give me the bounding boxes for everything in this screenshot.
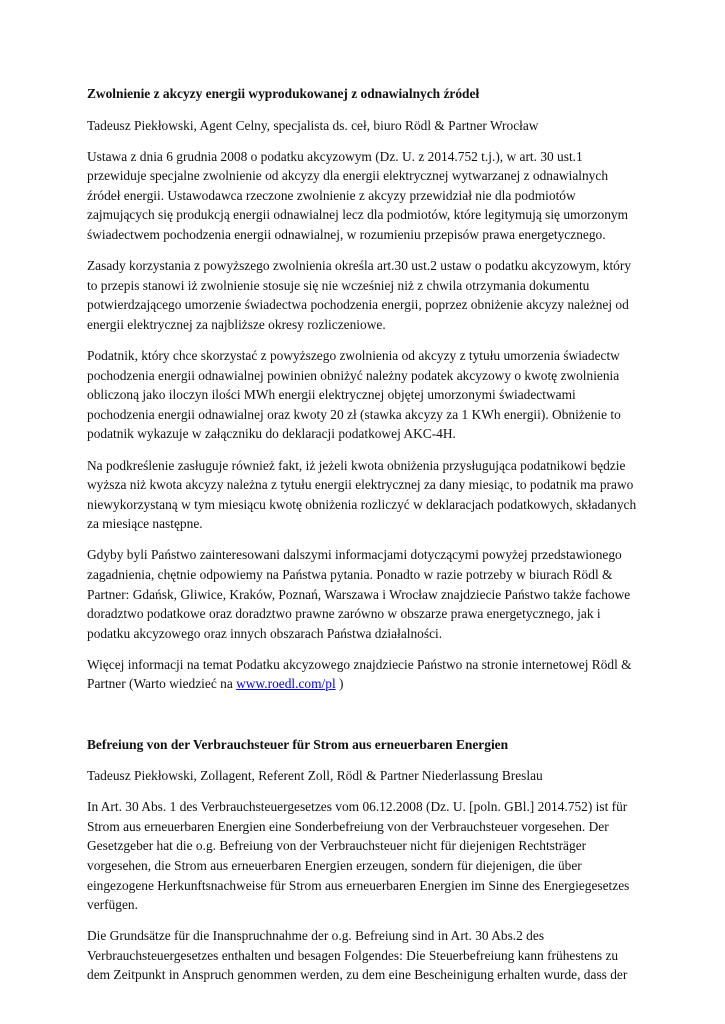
polish-paragraph-3: Podatnik, który chce skorzystać z powyższego zwolnienia od akcyzy z tytułu umorzenia świadectw pochodzenia energii odnawialnej powinien obniżyć należny podatek akcyzowy o kwotę zwolnienia obliczoną jako iloczyn ilości MWh energii elektrycznej objętej umorzonymi świadectwami pochodzenia energii odnawialnej oraz kwoty 20 zł (stawka akcyzy za 1 KWh energii). Obniżenie to podatnik wykazuje w załączniku do deklaracji podatkowej AKC-4H. (87, 348, 621, 442)
german-paragraph-2: Die Grundsätze für die Inanspruchnahme der o.g. Befreiung sind in Art. 30 Abs.2 des Verbrauchsteuergesetzes enthalten und besagen Folgendes: Die Steuerbefreiung kann frühestens zu dem Zeitpunkt in Anspruch genommen werden, zu dem eine Bescheinigung erhalten wurde, dass der (87, 928, 628, 983)
polish-paragraph-4: Na podkreślenie zasługuje również fakt, iż jeżeli kwota obniżenia przysługująca podatnikowi będzie wyższa niż kwota akcyzy należna z tytułu energii elektrycznej za dany miesiąc, to podatnik ma prawo niewykorzystaną w tym miesiącu kwotę obniżenia rozliczyć w deklaracjach podatkowych, składanych za miesiące następne. (87, 457, 637, 532)
polish-paragraph-1: Ustawa z dnia 6 grudnia 2008 o podatku akcyzowym (Dz. U. z 2014.752 t.j.), w art. 30 ust.1 przewiduje specjalne zwolnienie od akcyzy dla energii elektrycznej wytwarzanej z odnawialnych źródeł energii. Ustawodawca rzeczone zwolnienie z akcyzy przewidział nie dla podmiotów zajmujących się produkcją energii odnawialnej lecz dla podmiotów, które legitymują się umorzonym świadectwem pochodzenia energii odnawialnej, w rozumieniu przepisów prawa energetycznego. (87, 148, 629, 243)
document-page (87, 84, 643, 997)
polish-paragraph-5: Gdyby byli Państwo zainteresowani dalszymi informacjami dotyczącymi powyżej przedstawionego zagadnienia, chętnie odpowiemy na Państwa pytania. Ponadto w razie potrzeby w biurach Rödl & Partner: Gdańsk, Gliwice, Kraków, Poznań, Warszawa i Wrocław znajdziecie Państwo także fachowe doradztwo podatkowe oraz doradztwo prawne zarówno w obszarze prawa energetycznego, jak i podatku akcyzowego oraz innych obszarach Państwa działalności. (87, 547, 631, 641)
german-paragraph-1: In Art. 30 Abs. 1 des Verbrauchsteuergesetzes vom 06.12.2008 (Dz. U. [poln. GBl.] 2014.752) ist für Strom aus erneuerbaren Energien eine Sonderbefreiung von der Verbrauchsteuer vorgesehen. Der Gesetzgeber hat die o.g. Befreiung von der Verbrauchsteuer nicht für diejenigen Rechtsträger vorgesehen, die Strom aus erneuerbaren Energien erzeugen, sondern für diejenigen, die über eingezogene Herkunftsnachweise für Strom aus erneuerbaren Energien im Sinne des Energiegesetzes verfügen. (87, 799, 630, 913)
german-article-title: Befreiung von der Verbrauchsteuer für Strom aus erneuerbaren Energien (87, 736, 509, 752)
polish-article-title: Zwolnienie z akcyzy energii wyprodukowanej z odnawialnych źródeł (87, 86, 480, 101)
polish-paragraph-6-closing: ) (335, 676, 344, 692)
polish-paragraph-6-text: Więcej informacji na temat Podatku akcyzowego znajdziecie Państwo na stronie internetowej Rödl & Partner (Warto wiedzieć na (87, 656, 632, 692)
polish-paragraph-6 (87, 655, 643, 694)
polish-paragraph-2: Zasady korzystania z powyższego zwolnienia określa art.30 ust.2 ustaw o podatku akcyzowym, który to przepis stanowi iż zwolnienie stosuje się nie wcześniej niż z chwila otrzymania dokumentu potwierdzającego umorzenie świadectwa pochodzenia energii, poprzez obniżenie akcyzy należnej od energii elektrycznej za najbliższe okresy rozliczeniowe. (87, 258, 632, 332)
section-spacer (87, 706, 643, 735)
roedl-website-link[interactable]: www.roedl.com/pl (236, 676, 336, 692)
german-author-line: Tadeusz Piekłowski, Zollagent, Referent Zoll, Rödl & Partner Niederlassung Breslau (87, 768, 543, 784)
polish-author-line: Tadeusz Piekłowski, Agent Celny, specjalista ds. ceł, biuro Rödl & Partner Wrocław (87, 117, 539, 133)
